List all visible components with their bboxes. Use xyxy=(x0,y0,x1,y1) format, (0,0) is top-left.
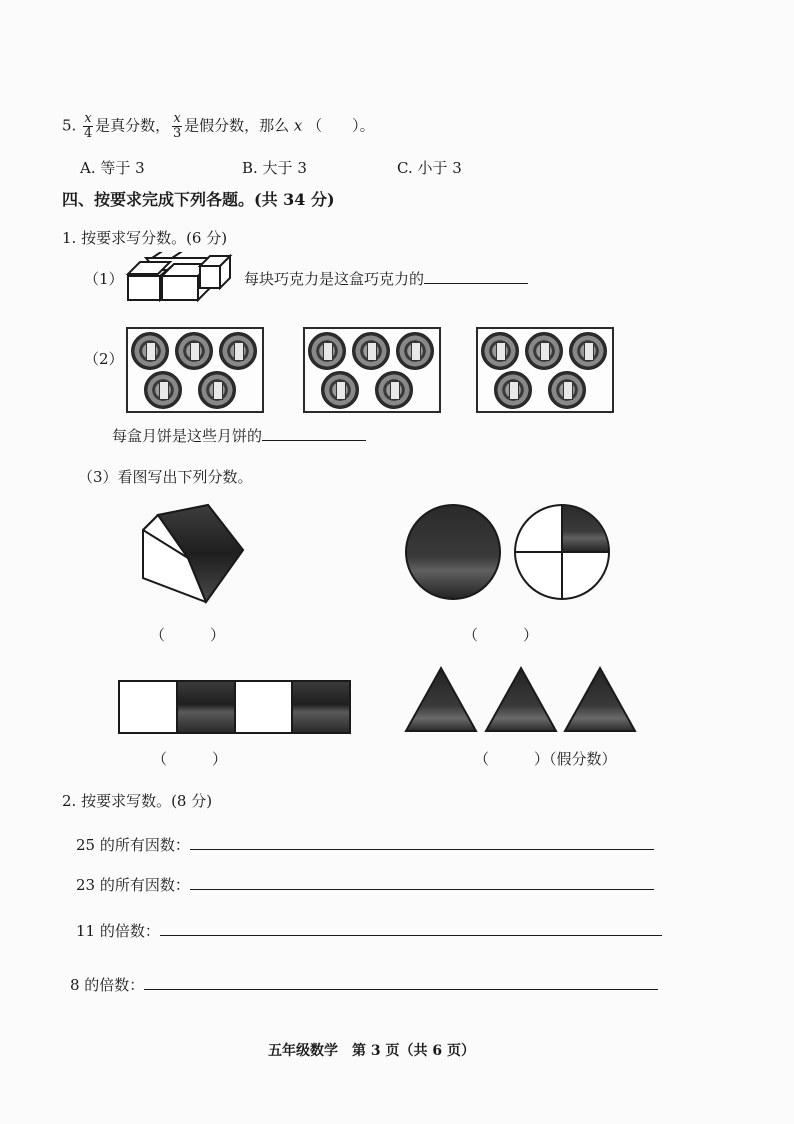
option-b[interactable]: B. 大于 3 xyxy=(242,159,307,177)
prism-shape-figure xyxy=(138,500,250,606)
mooncake-box-2 xyxy=(303,327,441,413)
answer-paren-3[interactable]: （ ） xyxy=(152,750,228,768)
option-a[interactable]: A. 等于 3 xyxy=(80,159,145,177)
section-title: 四、按要求完成下列各题。(共 34 分) xyxy=(62,190,335,209)
multiples-8-row: 8 的倍数： xyxy=(70,974,658,995)
sub-question-2-label: （2） xyxy=(84,350,124,368)
answer-blank-2[interactable] xyxy=(262,440,366,441)
answer-paren[interactable]: （ ）。 xyxy=(307,116,375,135)
fraction-x-over-3: $\frac{x}{3}$ xyxy=(172,111,182,141)
sub-question-2-text: 每盒月饼是这些月饼的 xyxy=(112,425,366,446)
strip-figure xyxy=(118,680,351,734)
factors-25-row: 25 的所有因数： xyxy=(76,834,654,855)
sub-question-1-text: 每块巧克力是这盒巧克力的 xyxy=(244,268,528,289)
factors-23-row: 23 的所有因数： xyxy=(76,874,654,895)
chocolate-box-figure xyxy=(124,252,236,304)
question-number: 5. xyxy=(62,116,77,135)
fraction-x-over-4: $\frac{x}{4}$ xyxy=(83,111,93,141)
question-5: 5. $\frac{x}{4}$ 是真分数， $\frac{x}{3}$ 是假分数，那么 x （ ）。 xyxy=(62,111,375,141)
circles-figure xyxy=(400,502,612,602)
mooncake-box-3 xyxy=(476,327,614,413)
answer-line-multiples-8[interactable] xyxy=(144,989,658,990)
answer-blank-1[interactable] xyxy=(424,283,528,284)
answer-line-factors-23[interactable] xyxy=(190,889,654,890)
answer-line-multiples-11[interactable] xyxy=(160,935,662,936)
multiples-11-row: 11 的倍数： xyxy=(76,920,662,941)
answer-paren-4[interactable]: （ ）（假分数） xyxy=(474,750,617,768)
problem-1-title: 1. 按要求写分数。(6 分) xyxy=(62,229,228,247)
answer-paren-1[interactable]: （ ） xyxy=(150,626,226,644)
sub-question-3-label: （3）看图写出下列分数。 xyxy=(78,468,253,486)
answer-line-factors-25[interactable] xyxy=(190,849,654,850)
mooncake-box-1 xyxy=(126,327,264,413)
sub-question-1-label: （1） xyxy=(84,270,124,288)
triangles-figure xyxy=(404,665,638,735)
answer-paren-2[interactable]: （ ） xyxy=(463,626,539,644)
problem-2-title: 2. 按要求写数。(8 分) xyxy=(62,792,213,810)
page-footer: 五年级数学 第 3 页（共 6 页） xyxy=(268,1043,475,1059)
option-c[interactable]: C. 小于 3 xyxy=(397,159,462,177)
